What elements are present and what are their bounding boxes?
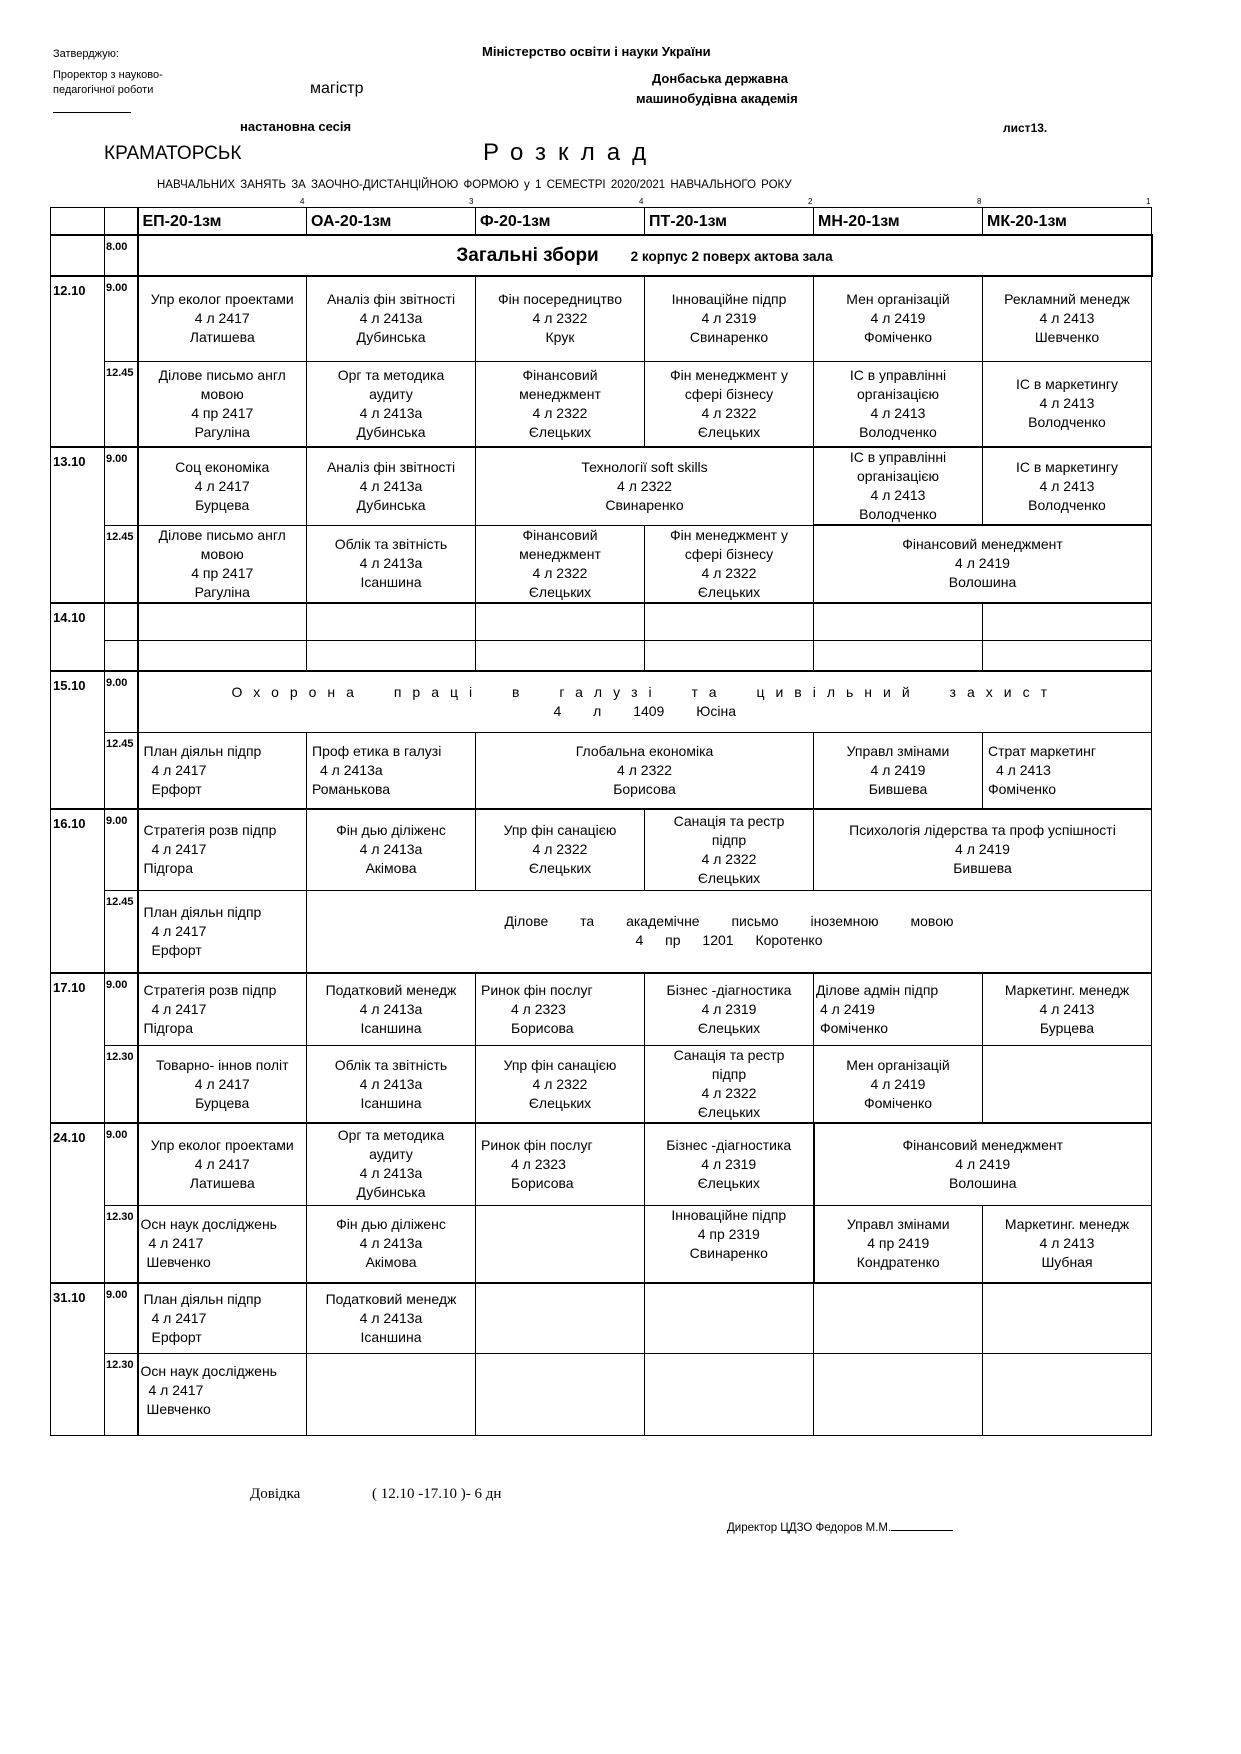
date-cell — [51, 235, 105, 276]
class-cell — [983, 1283, 1152, 1353]
group-header: ЕП-20-1зм — [138, 208, 307, 236]
class-cell: ІС в маркетингу 4 л 2413 Володченко — [983, 447, 1152, 525]
class-cell — [307, 641, 476, 671]
class-cell: План діяльн підпр 4 л 2417 Ерфорт — [138, 1283, 307, 1353]
date-cell: 31.10 — [51, 1283, 105, 1435]
class-cell — [476, 1283, 645, 1353]
class-cell — [814, 1353, 983, 1435]
class-cell — [983, 1353, 1152, 1435]
class-cell: Фінансовий менеджмент 4 л 2322 Єлецьких — [476, 361, 645, 447]
class-cell: План діяльн підпр 4 л 2417 Ерфорт — [138, 733, 307, 809]
class-cell: Маркетинг. менедж 4 л 2413 Шубная — [983, 1205, 1152, 1283]
class-cell: Ділове адмін підпр 4 л 2419 Фоміченко — [814, 973, 983, 1046]
time-cell: 9.00 — [105, 1123, 138, 1205]
class-cell — [476, 603, 645, 641]
schedule-row — [51, 447, 1152, 525]
time-cell: 12.45 — [105, 733, 138, 809]
class-cell: Фін дью діліженс 4 л 2413а Акімова — [307, 1205, 476, 1283]
class-cell — [814, 641, 983, 671]
time-cell: 12.45 — [105, 525, 138, 603]
page-title: Розклад — [483, 139, 659, 166]
class-cell: ІС в маркетингу 4 л 2413 Володченко — [983, 361, 1152, 447]
class-cell — [983, 1046, 1152, 1124]
group-header: ПТ-20-1зм — [645, 208, 814, 236]
class-cell: Орг та методика аудиту 4 л 2413а Дубинська — [307, 1123, 476, 1205]
schedule-row — [51, 733, 1152, 809]
header-blank — [51, 208, 105, 236]
time-cell: 9.00 — [105, 809, 138, 891]
col-number: 1 — [1146, 197, 1151, 206]
class-cell: Страт маркетинг 4 л 2413 Фоміченко — [983, 733, 1152, 809]
time-cell: 12.45 — [105, 361, 138, 447]
col-number: 4 — [300, 197, 305, 206]
class-cell: Упр еколог проектами 4 л 2417 Латишева — [138, 1123, 307, 1205]
class-cell: Осн наук досліджень 4 л 2417 Шевченко — [138, 1205, 307, 1283]
sheet-number: лист13. — [1003, 121, 1048, 135]
class-cell: Облік та звітність 4 л 2413а Ісаншина — [307, 1046, 476, 1124]
class-cell — [645, 1283, 814, 1353]
schedule-row — [51, 1046, 1152, 1124]
schedule-row — [51, 641, 1152, 671]
class-cell — [645, 603, 814, 641]
time-cell: 12.30 — [105, 1205, 138, 1283]
assembly-cell — [138, 235, 1152, 276]
class-cell: Аналіз фін звітності 4 л 2413а Дубинська — [307, 447, 476, 525]
class-cell — [645, 1353, 814, 1435]
time-cell: 12.30 — [105, 1353, 138, 1435]
schedule-row — [51, 1123, 1152, 1205]
class-cell — [814, 603, 983, 641]
date-cell: 17.10 — [51, 973, 105, 1124]
class-cell: План діяльн підпр 4 л 2417 Ерфорт — [138, 891, 307, 973]
vice-rector-line2: педагогічної роботи — [53, 84, 154, 96]
class-cell: Технології soft skills 4 л 2322 Свинаренко — [476, 447, 814, 525]
academy-line1: Донбаська державна — [652, 71, 788, 86]
director-signature: Директор ЦДЗО Федоров М.М. — [727, 1522, 953, 1534]
class-cell: Орг та методика аудиту 4 л 2413а Дубинська — [307, 361, 476, 447]
date-cell: 12.10 — [51, 276, 105, 447]
time-cell: 12.30 — [105, 1046, 138, 1124]
class-cell: Мен організацій 4 л 2419 Фоміченко — [814, 1046, 983, 1124]
col-number: 4 — [639, 197, 644, 206]
group-header: МН-20-1зм — [814, 208, 983, 236]
note-label: Довідка — [250, 1486, 301, 1502]
signature-line — [891, 1529, 953, 1531]
approve-label: Затверджую: — [53, 48, 119, 60]
class-cell: Управл змінами 4 пр 2419 Кондратенко — [814, 1205, 983, 1283]
note-value: ( 12.10 -17.10 )- 6 дн — [372, 1486, 502, 1502]
time-cell: 9.00 — [105, 973, 138, 1046]
class-cell: Фінансовий менеджмент 4 л 2419 Волошина — [814, 525, 1152, 603]
col-number: 3 — [469, 197, 474, 206]
date-cell: 24.10 — [51, 1123, 105, 1283]
class-cell: Рекламний менедж 4 л 2413 Шевченко — [983, 276, 1152, 361]
city-label: КРАМАТОРСЬК — [104, 143, 242, 164]
time-cell: 12.45 — [105, 891, 138, 973]
class-cell: Ділове письмо англ мовою 4 пр 2417 Рагуліна — [138, 361, 307, 447]
class-cell: Охорона праці в галузі та цивільний захист 4 л 1409 Юсіна — [138, 671, 1152, 733]
class-cell: ІС в управлінні організацією 4 л 2413 Володченко — [814, 361, 983, 447]
class-cell: Психологія лідерства та проф успішності 4 л 2419 Бившева — [814, 809, 1152, 891]
class-cell: Інноваційне підпр 4 л 2319 Свинаренко — [645, 276, 814, 361]
class-cell: Упр еколог проектами 4 л 2417 Латишева — [138, 276, 307, 361]
class-cell: Управл змінами 4 л 2419 Бившева — [814, 733, 983, 809]
class-cell — [645, 641, 814, 671]
time-cell — [105, 641, 138, 671]
schedule-row — [51, 603, 1152, 641]
class-cell: ІС в управлінні організацією 4 л 2413 Володченко — [814, 447, 983, 525]
date-cell: 16.10 — [51, 809, 105, 973]
class-cell: Санація та рестр підпр 4 л 2322 Єлецьких — [645, 1046, 814, 1124]
academy-line2: машинобудівна академія — [636, 91, 798, 106]
page-subtitle: НАВЧАЛЬНИХ ЗАНЯТЬ ЗА ЗАОЧНО-ДИСТАНЦІЙНОЮ ФОРМОЮ у 1 СЕМЕСТРІ 2020/2021 НАВЧАЛЬНОГО РОКУ — [157, 179, 792, 191]
date-cell: 15.10 — [51, 671, 105, 809]
class-cell: Фін посередництво 4 л 2322 Крук — [476, 276, 645, 361]
class-cell: Облік та звітність 4 л 2413а Ісаншина — [307, 525, 476, 603]
class-cell — [138, 603, 307, 641]
assembly-row — [51, 235, 1152, 276]
schedule-row — [51, 1205, 1152, 1283]
class-cell: Санація та рестр підпр 4 л 2322 Єлецьких — [645, 809, 814, 891]
class-cell: Упр фін санацією 4 л 2322 Єлецьких — [476, 809, 645, 891]
class-cell: Фінансовий менеджмент 4 л 2322 Єлецьких — [476, 525, 645, 603]
class-cell: Стратегія розв підпр 4 л 2417 Підгора — [138, 809, 307, 891]
degree-label: магістр — [310, 80, 364, 97]
class-cell: Податковий менедж 4 л 2413а Ісаншина — [307, 973, 476, 1046]
schedule-row — [51, 525, 1152, 603]
signature-line — [53, 112, 131, 113]
time-cell — [105, 603, 138, 641]
schedule-row — [51, 1283, 1152, 1353]
session-label: настановна сесія — [240, 119, 352, 134]
class-cell — [814, 1283, 983, 1353]
class-cell: Глобальна економіка 4 л 2322 Борисова — [476, 733, 814, 809]
class-cell — [476, 641, 645, 671]
class-cell: Осн наук досліджень 4 л 2417 Шевченко — [138, 1353, 307, 1435]
class-cell: Проф етика в галузі 4 л 2413а Романькова — [307, 733, 476, 809]
time-cell: 8.00 — [105, 235, 138, 276]
time-cell: 9.00 — [105, 1283, 138, 1353]
schedule-row — [51, 891, 1152, 973]
class-cell: Мен організацій 4 л 2419 Фоміченко — [814, 276, 983, 361]
class-cell: Аналіз фін звітності 4 л 2413а Дубинська — [307, 276, 476, 361]
class-cell: Ринок фін послуг 4 л 2323 Борисова — [476, 973, 645, 1046]
assembly-place: 2 корпус 2 поверх актова зала — [630, 248, 833, 264]
date-cell: 14.10 — [51, 603, 105, 671]
class-cell — [307, 1353, 476, 1435]
class-cell: Податковий менедж 4 л 2413а Ісаншина — [307, 1283, 476, 1353]
class-cell: Бізнес -діагностика 4 л 2319 Єлецьких — [645, 1123, 814, 1205]
class-cell: Упр фін санацією 4 л 2322 Єлецьких — [476, 1046, 645, 1124]
class-cell: Ділове та академічне письмо іноземною мовою 4 пр 1201 Коротенко — [307, 891, 1152, 973]
time-cell: 9.00 — [105, 447, 138, 525]
class-cell: Бізнес -діагностика 4 л 2319 Єлецьких — [645, 973, 814, 1046]
assembly-title: Загальні збори — [456, 244, 599, 266]
class-cell: Соц економіка 4 л 2417 Бурцева — [138, 447, 307, 525]
schedule-row — [51, 973, 1152, 1046]
class-cell: Фін менеджмент у сфері бізнесу 4 л 2322 Єлецьких — [645, 525, 814, 603]
class-cell — [983, 641, 1152, 671]
schedule-row — [51, 1353, 1152, 1435]
class-cell — [476, 1205, 645, 1283]
vice-rector-line1: Проректор з науково- — [53, 69, 163, 81]
class-cell: Товарно- іннов політ 4 л 2417 Бурцева — [138, 1046, 307, 1124]
class-cell: Фін менеджмент у сфері бізнесу 4 л 2322 Єлецьких — [645, 361, 814, 447]
class-cell: Ринок фін послуг 4 л 2323 Борисова — [476, 1123, 645, 1205]
schedule-row — [51, 809, 1152, 891]
group-header: Ф-20-1зм — [476, 208, 645, 236]
class-cell — [307, 603, 476, 641]
class-cell: Стратегія розв підпр 4 л 2417 Підгора — [138, 973, 307, 1046]
class-cell: Фінансовий менеджмент 4 л 2419 Волошина — [814, 1123, 1152, 1205]
class-cell — [983, 603, 1152, 641]
col-number: 2 — [808, 197, 813, 206]
group-header: ОА-20-1зм — [307, 208, 476, 236]
class-cell — [138, 641, 307, 671]
class-cell: Ділове письмо англ мовою 4 пр 2417 Рагуліна — [138, 525, 307, 603]
class-cell: Фін дью діліженс 4 л 2413а Акімова — [307, 809, 476, 891]
class-cell: Інноваційне підпр 4 пр 2319 Свинаренко — [645, 1205, 814, 1283]
header-blank — [105, 208, 138, 236]
group-header: МК-20-1зм — [983, 208, 1152, 236]
schedule-table — [50, 207, 1153, 1436]
col-number: 8 — [977, 197, 982, 206]
schedule-row — [51, 361, 1152, 447]
date-cell: 13.10 — [51, 447, 105, 603]
class-cell — [476, 1353, 645, 1435]
group-header-row — [51, 208, 1152, 236]
class-cell: Маркетинг. менедж 4 л 2413 Бурцева — [983, 973, 1152, 1046]
time-cell: 9.00 — [105, 671, 138, 733]
ministry-title: Міністерство освіти і науки України — [482, 44, 711, 59]
schedule-row — [51, 276, 1152, 361]
time-cell: 9.00 — [105, 276, 138, 361]
schedule-row — [51, 671, 1152, 733]
